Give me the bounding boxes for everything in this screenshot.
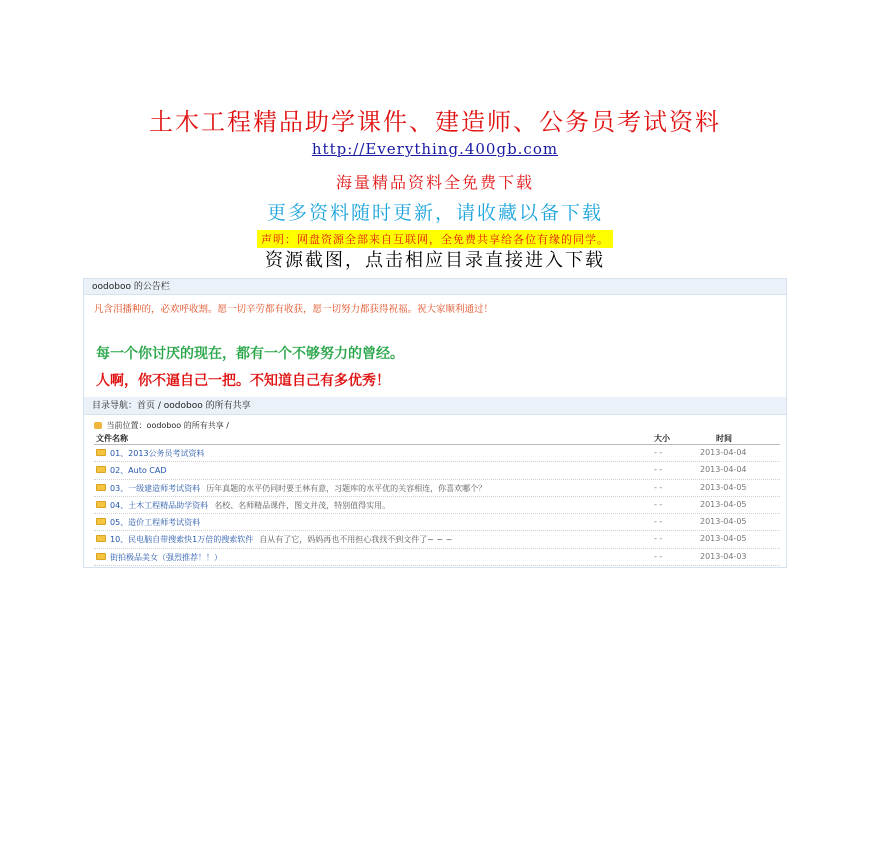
home-icon bbox=[94, 422, 102, 429]
screenshot-caption: 资源截图，点击相应目录直接进入下载 bbox=[265, 250, 605, 271]
file-size: - - bbox=[654, 465, 663, 475]
file-time: 2013-04-05 bbox=[700, 517, 747, 527]
site-url-link[interactable]: http://Everything.400gb.com bbox=[311, 140, 559, 158]
bulletin-header: oodoboo 的公告栏 bbox=[84, 279, 786, 295]
directory-nav-header: 目录导航：首页 / oodoboo 的所有共享 bbox=[84, 397, 786, 415]
folder-link[interactable]: 04、土木工程精品助学资料 名校、名师精品课件，图文并茂，特别值得实用。 bbox=[110, 500, 391, 510]
folder-icon bbox=[96, 466, 106, 473]
table-row[interactable] bbox=[94, 497, 780, 514]
folder-icon bbox=[96, 484, 106, 491]
file-time: 2013-04-03 bbox=[700, 551, 747, 561]
file-size: - - bbox=[654, 448, 663, 457]
disclaimer-text: 声明：网盘资源全部来自互联网，全免费共享给各位有缘的同学。 bbox=[257, 230, 613, 248]
file-list bbox=[94, 445, 780, 566]
free-download-line: 海量精品资料全免费下载 bbox=[335, 173, 534, 192]
disclaimer-wrapper bbox=[0, 228, 870, 248]
file-time: 2013-04-05 bbox=[700, 499, 747, 509]
column-size-header: 大小 bbox=[654, 434, 670, 443]
bulletin-line-3: 人啊，你不逼自己一把。不知道自己有多优秀！ bbox=[96, 373, 390, 389]
folder-icon bbox=[96, 553, 106, 560]
folder-link[interactable]: 01、2013公务员考试资料 bbox=[110, 449, 205, 458]
file-size: - - bbox=[654, 517, 663, 527]
folder-link[interactable]: 10、民电脑自带搜索快1万倍的搜索软件 自从有了它，妈妈再也不用担心我找不到文件了~ ~ ~ bbox=[110, 535, 453, 545]
current-location bbox=[94, 420, 229, 431]
folder-link[interactable]: 03、一级建造师考试资料 历年真题的水平仍同时要王林有意，习题库的水平优的关容相连，你喜欢哪个？ bbox=[110, 483, 487, 493]
table-row[interactable] bbox=[94, 531, 780, 548]
file-time: 2013-04-05 bbox=[700, 534, 747, 544]
file-time: 2013-04-04 bbox=[700, 465, 747, 475]
bulletin-line-1: 凡含泪播种的，必欢呼收割。愿一切辛劳都有收获，愿一切努力都获得祝福。祝大家顺利通过！ bbox=[94, 304, 494, 315]
file-time: 2013-04-04 bbox=[700, 448, 747, 457]
folder-icon bbox=[96, 518, 106, 525]
folder-link[interactable]: 街拍极品美女（强烈推荐！！） bbox=[110, 552, 222, 562]
folder-icon bbox=[96, 535, 106, 542]
table-row[interactable] bbox=[94, 514, 780, 531]
table-row[interactable] bbox=[94, 445, 780, 462]
file-table-header bbox=[94, 433, 780, 445]
column-name-header: 文件名称 bbox=[96, 434, 128, 443]
bulletin-panel bbox=[84, 295, 786, 395]
table-row[interactable] bbox=[94, 549, 780, 566]
file-size: - - bbox=[654, 534, 663, 544]
bulletin-line-2: 每一个你讨厌的现在，都有一个不够努力的曾经。 bbox=[96, 346, 404, 362]
folder-icon bbox=[96, 501, 106, 508]
folder-icon bbox=[96, 449, 106, 456]
file-size: - - bbox=[654, 551, 663, 561]
table-row[interactable] bbox=[94, 462, 780, 479]
current-location-text: 当前位置：oodoboo 的所有共享 / bbox=[106, 421, 229, 430]
folder-link[interactable]: 02、Auto CAD bbox=[110, 466, 167, 476]
folder-link[interactable]: 05、造价工程师考试资料 bbox=[110, 518, 201, 528]
column-time-header: 时间 bbox=[716, 434, 732, 443]
page-title: 土木工程精品助学课件、建造师、公务员考试资料 bbox=[149, 108, 721, 136]
file-size: - - bbox=[654, 482, 663, 492]
resource-screenshot bbox=[83, 278, 787, 568]
file-size: - - bbox=[654, 499, 663, 509]
table-row[interactable] bbox=[94, 480, 780, 497]
file-time: 2013-04-05 bbox=[700, 482, 747, 492]
update-notice-line: 更多资料随时更新，请收藏以备下载 bbox=[266, 202, 603, 224]
